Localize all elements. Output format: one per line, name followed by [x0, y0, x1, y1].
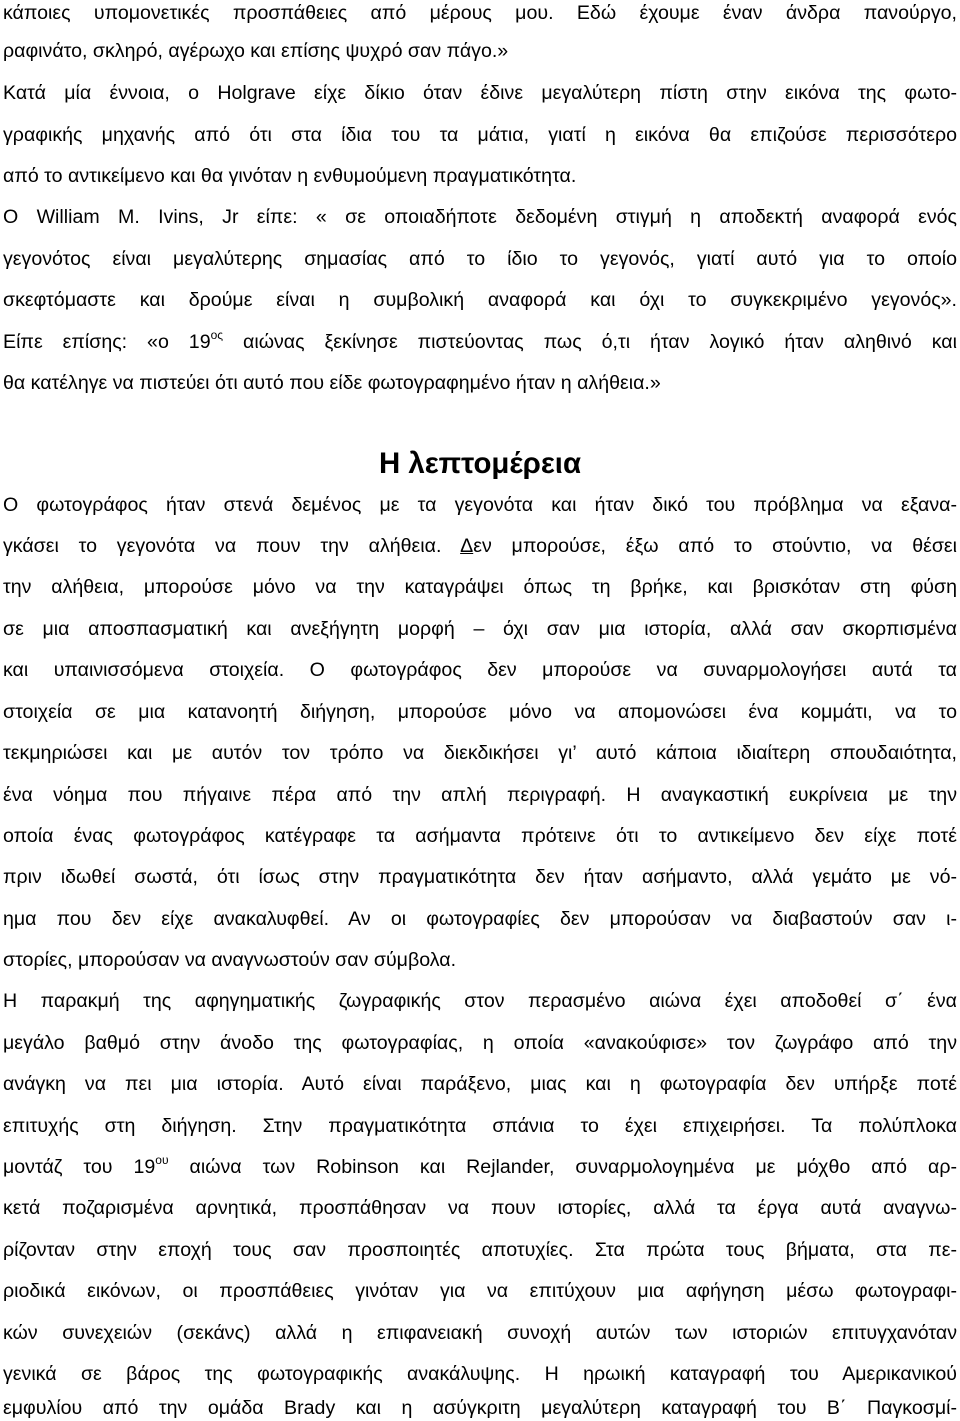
text-line: σε μια αποσπασματική και ανεξήγητη μορφή – όχι σαν μια ιστορία, αλλά σαν σκορπισμένα [3, 618, 957, 640]
text-line: επιτυχής στη διήγηση. Στην πραγματικότητα σπάνια το έχει επιχειρήσει. Τα πολύπλοκα [3, 1115, 957, 1137]
text-line: στορίες, μπορούσαν να αναγνωστούν σαν σύμβολα. [3, 949, 457, 971]
text-line: ημα που δεν είχε ανακαλυφθεί. Αν οι φωτογραφίες δεν μπορούσαν να διαβαστούν σαν ι- [3, 908, 957, 930]
text-line [3, 533, 957, 559]
text-line: ραφινάτο, σκληρό, αγέρωχο και επίσης ψυχρό σαν πάγο.» [3, 40, 509, 62]
text-line: και υπαινισσόμενα στοιχεία. Ο φωτογράφος δεν μπορούσε να συναρμολογήσει αυτά τα [3, 659, 957, 681]
text-line: την αλήθεια, μπορούσε μόνο να την καταγράψει όπως τη βρήκε, και βρισκόταν στη φύση [3, 576, 957, 598]
text-line: γεγονότος είναι μεγαλύτερης σημασίας από το ίδιο το γεγονός, γιατί αυτό για το οποίο [3, 248, 957, 270]
text-line [3, 329, 957, 355]
text-line: ρίζονταν στην εποχή τους σαν προσποιητές αποτυχίες. Στα πρώτα τους βήματα, στα πε- [3, 1239, 957, 1261]
text-line: τεκμηριώσει και με αυτόν τον τρόπο να διεκδικήσει γι’ αυτό κάποια ιδιαίτερη σπουδαιότητα, [3, 742, 957, 764]
text-line: κών συνεχειών (σεκάνς) αλλά η επιφανειακή συνοχή αυτών των ιστοριών επιτυγχανόταν [3, 1322, 957, 1344]
text-line: ανάγκη να πει μια ιστορία. Αυτό είναι παράξενο, μιας και η φωτογραφία δεν υπήρξε ποτέ [3, 1073, 957, 1095]
text-line: θα κατέληγε να πιστεύει ότι αυτό που είδε φωτογραφημένο ήταν η αλήθεια.» [3, 372, 661, 394]
text-line: ριοδικά εικόνων, οι προσπάθειες γινόταν για να επιτύχουν μια αφήγηση μέσω φωτογραφι- [3, 1280, 957, 1302]
text-line: γενικά σε βάρος της φωτογραφικής ανακάλυψης. Η ηρωική καταγραφή του Αμερικανικού [3, 1363, 957, 1385]
text-line: από το αντικείμενο και θα γινόταν η ενθυμούμενη πραγματικότητα. [3, 165, 577, 187]
underlined-letter: Δ [460, 535, 474, 557]
text-line: μεγάλο βαθμό στην άνοδο της φωτογραφίας, η οποία «ανακούφισε» τον ζωγράφο από την [3, 1032, 957, 1054]
text-line [3, 1154, 957, 1180]
text-line: γραφικής μηχανής από ότι στα ίδια του τα μάτια, γιατί η εικόνα θα επιζούσε περισσότερο [3, 124, 957, 146]
text-line: κετά ποζαρισμένα αρνητικά, προσπάθησαν να πουν ιστορίες, αλλά τα έργα αυτά αναγνω- [3, 1197, 957, 1219]
text-run: αιώνας ξεκίνησε πιστεύοντας πως ό,τι ήταν λογικό ήταν αληθινό και [223, 331, 957, 353]
text-line: ένα νόημα που πήγαινε πέρα από την απλή περιγραφή. Η αναγκαστική ευκρίνεια με την [3, 784, 957, 806]
text-line: εμφυλίου από την ομάδα Brady και η ασύγκριτη μεγαλύτερη καταγραφή του Β΄ Παγκοσμί- [3, 1397, 957, 1419]
ordinal-superscript: ου [155, 1153, 169, 1167]
text-line: κάποιες υπομονετικές προσπάθειες από μέρους μου. Εδώ έχουμε έναν άνδρα πανούργο, [3, 2, 957, 24]
text-run: εν μπορούσε, έξω από το στούντιο, να θέσει [473, 535, 958, 557]
text-line: στοιχεία σε μια κατανοητή διήγηση, μπορούσε μόνο να απομονώσει ένα κομμάτι, να το [3, 701, 957, 723]
ordinal-superscript: ος [210, 328, 224, 342]
text-line: Ο φωτογράφος ήταν στενά δεμένος με τα γεγονότα και ήταν δικό του πρόβλημα να εξανα- [3, 494, 957, 516]
text-run: μοντάζ του 19 [3, 1156, 156, 1178]
text-run: Είπε επίσης: «ο 19 [3, 331, 211, 353]
text-line: σκεφτόμαστε και δρούμε είναι η συμβολική αναφορά και όχι το συγκεκριμένο γεγονός». [3, 289, 957, 311]
text-line: Η παρακμή της αφηγηματικής ζωγραφικής στον περασμένο αιώνα έχει αποδοθεί σ΄ ένα [3, 990, 957, 1012]
text-line: οποία ένας φωτογράφος κατέγραφε τα ασήμαντα πρότεινε ότι το αντικείμενο δεν είχε ποτέ [3, 825, 957, 847]
text-run: αιώνα των Robinson και Rejlander, συναρμολογημένα με μόχθο από αρ- [168, 1156, 957, 1178]
text-run: γκάσει το γεγονότα να πουν την αλήθεια. [3, 535, 461, 557]
text-line: πριν ιδωθεί σωστά, ότι ίσως στην πραγματικότητα δεν ήταν ασήμαντο, αλλά γεμάτο με νό- [3, 866, 957, 888]
text-line: Κατά μία έννοια, ο Holgrave είχε δίκιο όταν έδινε μεγαλύτερη πίστη στην εικόνα της φωτο- [3, 82, 957, 104]
section-heading: Η λεπτομέρεια [378, 447, 582, 480]
text-line: Ο William M. Ivins, Jr είπε: « σε οποιαδήποτε δεδομένη στιγμή η αποδεκτή αναφορά ενός [3, 206, 957, 228]
